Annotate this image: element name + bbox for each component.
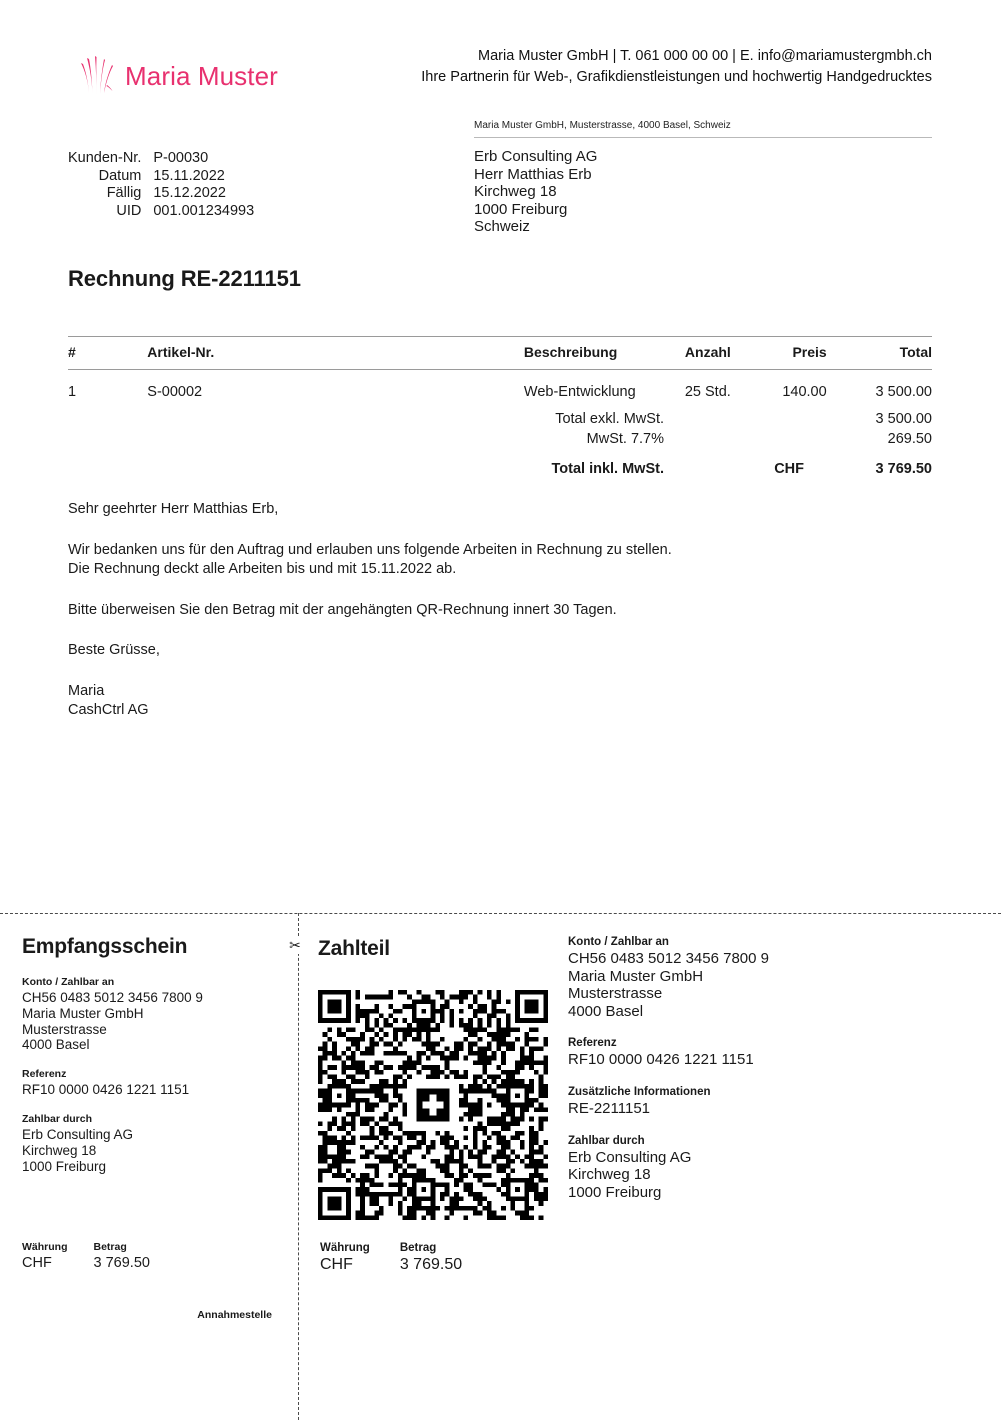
recipient-person: Herr Matthias Erb [474,165,592,183]
receipt-account-name: Maria Muster GmbH [22,1005,144,1021]
swiss-qr-code [318,990,548,1220]
payment-account-body [568,950,978,1020]
col-header-description: Beschreibung [296,337,636,370]
table-row [68,370,932,409]
payment-info-column [568,935,978,1217]
letter-closing: Beste Grüsse, [68,642,160,658]
totals-row-vat [430,429,932,449]
cell-price: 140.00 [782,384,827,400]
logo-wordmark: Maria Muster [125,60,278,91]
page-title: Rechnung RE-2211151 [68,266,301,291]
totals-currency-net [664,409,804,429]
cell-article: S-00002 [147,384,203,400]
receipt-payer-body [22,1127,272,1174]
receipt-reference-block [22,1068,272,1098]
payment-currency-heading: Währung [320,1242,370,1254]
receipt-account-block [22,976,272,1053]
payment-reference-heading: Referenz [568,1037,617,1050]
letter-paragraph-1-line-1: Wir bedanken uns für den Auftrag und erlauben uns folgende Arbeiten in Rechnung zu stellen. [68,541,672,558]
acceptance-point-label: Annahmestelle [197,1309,272,1321]
payment-additional-value: RE-2211151 [568,1099,651,1117]
receipt-currency-value: CHF [22,1255,52,1271]
payment-reference-block [568,1036,978,1069]
recipient-street: Kirchweg 18 [474,183,557,201]
header-contact-line-1: Maria Muster GmbH | T. 061 000 00 00 | E. info@mariamustergmbh.ch [478,48,932,64]
letter-paragraph-1 [68,541,828,580]
receipt-amount-value: 3 769.50 [93,1255,150,1271]
line-items-table [68,336,932,408]
company-logo [78,55,278,97]
letter-body [68,500,828,721]
header-contact [300,46,932,88]
payment-account-city: 4000 Basel [568,1002,644,1020]
receipt-payer-name: Erb Consulting AG [22,1126,134,1142]
totals-currency-vat [664,429,804,449]
payment-additional-block [568,1085,978,1118]
recipient-company: Erb Consulting AG [474,148,598,165]
col-header-total: Total [827,337,932,370]
receipt-section [22,935,272,1189]
letter-paragraph-1-line-2: Die Rechnung deckt alle Arbeiten bis und mit 15.11.2022 ab. [68,561,457,577]
letter-signature [68,682,828,721]
receipt-amount-field [94,1241,150,1271]
receipt-amount-heading: Betrag [93,1241,127,1253]
totals-label-net: Total exkl. MwSt. [555,411,664,427]
meta-value-kunden-nr: P-00030 [153,150,209,166]
sender-line: Maria Muster GmbH, Musterstrasse, 4000 Basel, Schweiz [474,119,932,138]
receipt-currency-field [22,1241,68,1271]
totals-currency-gross: CHF [774,461,804,477]
payment-payer-heading: Zahlbar durch [568,1134,645,1147]
totals-row-gross [430,449,932,479]
payment-payer-street: Kirchweg 18 [568,1166,651,1184]
receipt-payer-block [22,1113,272,1174]
payment-amount-heading: Betrag [399,1242,437,1254]
receipt-payer-heading: Zahlbar durch [22,1112,93,1125]
payment-payer-block [568,1134,978,1202]
receipt-account-city: 4000 Basel [22,1037,90,1053]
qr-code-graphic [318,990,548,1220]
recipient-country: Schweiz [474,218,530,236]
col-header-quantity: Anzahl [636,337,731,370]
meta-value-datum: 15.11.2022 [153,167,225,184]
invoice-meta [68,150,254,220]
meta-label-kunden-nr: Kunden-Nr. [68,150,142,166]
letter-salutation: Sehr geehrter Herr Matthias Erb, [68,501,279,517]
receipt-payer-street: Kirchweg 18 [22,1142,97,1158]
payment-account-heading: Konto / Zahlbar an [568,936,669,948]
cell-description: Web-Entwicklung [523,384,636,400]
meta-value-uid: 001.001234993 [153,202,255,219]
payment-amount-row [320,1242,462,1274]
signer-name: Maria [68,682,105,699]
receipt-title: Empfangsschein [22,935,188,958]
payment-payer-city: 1000 Freiburg [568,1183,662,1201]
totals-value-vat: 269.50 [887,431,932,447]
receipt-payer-city: 1000 Freiburg [22,1158,107,1174]
payment-payer-body [568,1149,978,1202]
receipt-reference-value: RF10 0000 0426 1221 1151 [22,1082,190,1098]
grass-blades-icon [78,55,116,97]
recipient-address [474,148,597,236]
receipt-account-heading: Konto / Zahlbar an [22,976,115,988]
recipient-city: 1000 Freiburg [474,200,568,218]
meta-label-uid: UID [116,202,142,219]
table-header-row [68,337,932,370]
payment-account-name: Maria Muster GmbH [568,967,704,985]
totals-label-vat: MwSt. 7.7% [586,431,664,447]
totals-label-gross: Total inkl. MwSt. [551,461,664,477]
totals-table [430,409,932,479]
meta-label-faellig: Fällig [106,185,142,202]
swiss-cross-icon [412,1084,454,1126]
payment-part-title: Zahlteil [318,937,390,960]
col-header-article: Artikel-Nr. [89,337,296,370]
receipt-account-body [22,990,272,1053]
letter-paragraph-2: Bitte überweisen Sie den Betrag mit der angehängten QR-Rechnung innert 30 Tagen. [68,601,617,618]
payment-payer-name: Erb Consulting AG [568,1148,692,1166]
meta-label-datum: Datum [98,167,142,184]
payment-amount-field [400,1242,462,1274]
col-header-num: # [68,337,89,370]
receipt-account-iban: CH56 0483 5012 3456 7800 9 [22,990,203,1005]
payment-account-iban: CH56 0483 5012 3456 7800 9 [568,950,770,967]
receipt-amount-row [22,1241,150,1271]
signer-company: CashCtrl AG [68,702,149,718]
horizontal-cut-line [0,913,1001,914]
totals-value-net: 3 500.00 [875,411,932,427]
payment-currency-field [320,1242,370,1274]
totals-value-gross: 3 769.50 [875,461,932,477]
totals-row-net [430,409,932,429]
payment-account-street: Musterstrasse [568,985,663,1003]
header-contact-line-2: Ihre Partnerin für Web-, Grafikdienstleistungen und hochwertig Handgedrucktes [421,69,932,85]
receipt-currency-heading: Währung [22,1241,68,1253]
payment-currency-value: CHF [320,1256,353,1273]
receipt-account-street: Musterstrasse [22,1021,107,1037]
receipt-reference-heading: Referenz [22,1068,67,1081]
meta-value-faellig: 15.12.2022 [153,185,226,202]
cell-num: 1 [68,384,77,400]
col-header-price: Preis [731,337,827,370]
payment-account-block [568,935,978,1020]
scissors-icon: ✂ [286,936,304,954]
cell-quantity: 25 Std. [684,384,731,400]
payment-amount-value: 3 769.50 [399,1256,463,1273]
payment-additional-heading: Zusätzliche Informationen [568,1085,711,1098]
cell-total: 3 500.00 [875,384,932,400]
vertical-cut-line [298,913,299,1420]
payment-reference-value: RF10 0000 0426 1221 1151 [568,1051,754,1069]
